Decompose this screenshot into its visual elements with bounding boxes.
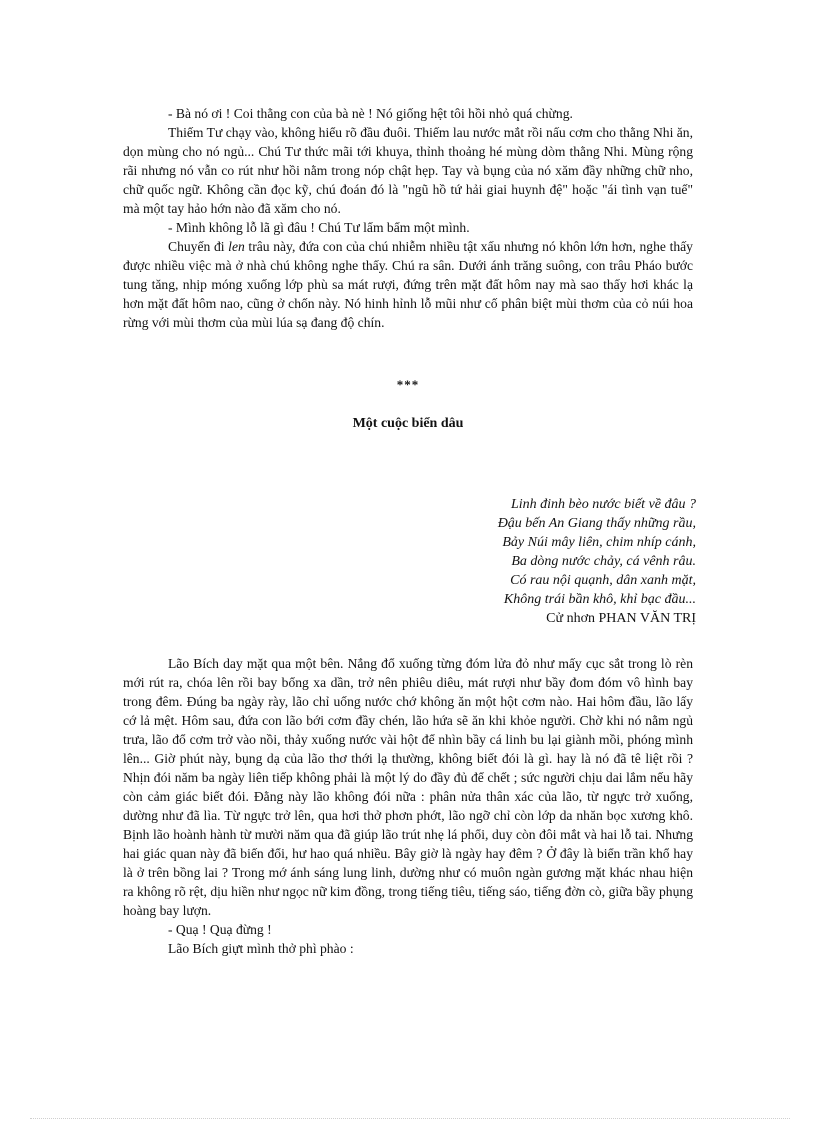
section-separator: *** [396,377,420,392]
page-bottom-rule [30,1118,790,1119]
poem-line: Linh đinh bèo nước biết về đâu ? [510,497,696,512]
paragraph: - Mình không lỗ lã gì đâu ! Chú Tư lẩm bẩm một mình. [168,220,470,235]
epigraph-poem [498,495,696,628]
section1-text [123,104,693,332]
text-run: Chuyến đi [168,239,229,254]
paragraph: Lão Bích day mặt qua một bên. Nắng đổ xuống từng đóm lửa đỏ như mấy cục sắt trong lò rèn mới rút ra, chóa lên rồi bay bổng xa dần, trở nên phiêu diêu, mát rượi như bầy đom đóm vô hình bay trong đêm. Đúng ba ngày rày, lão chỉ uống nước chớ không ăn một hột cơm nào. Hai hôm đầu, lão lấy cớ lả mệt. Hôm sau, đứa con lão bới cơm đầy chén, lão hứa sẽ ăn khi khỏe người. Chờ khi nó nằm ngủ trưa, lão đổ cơm trở vào nồi, thảy xuống nước vài hột để nhìn bầy cá linh bu lại giành mồi, phóng mình lên... Giờ phút này, bụng dạ của lão thơ thới lạ thường, không biết đói là gì. hay là nó đã tê liệt rồi ? Nhịn đói năm ba ngày liên tiếp không phải là một lý do đầy đủ để chết ; sức người chịu dai lắm nếu hãy còn cảm giác biết đói. Đằng này lão không đói nữa : phân nửa thân xác của lão, từ ngực trở xuống, dường như đã lìa. Từ ngực trở lên, qua hơi thở phơn phớt, lão ngỡ chỉ còn lớp da nhăn bọc xương khô. Bịnh lão hoành hành từ mười năm qua đã giúp lão trút nhẹ lá phổi, duy còn đôi mắt và hai lỗ tai. Nhưng hai giác quan này đã biến đổi, hư hao quá nhiều. Bây giờ là ngày hay đêm ? Ở đây là biển trần khổ hay là ở trên bồng lai ? Trong mớ ánh sáng lung linh, dường như có muôn ngàn gương mặt khác nhau hiện ra không rõ rệt, dịu hiền như ngọc nữ kim đồng, trong tiếng tiêu, tiếng sáo, tiếng đờn cò, giữa bầy phụng hoàng bay lượn. [123,656,693,918]
text-run: trâu này, đứa con của chú nhiễm nhiều tật xấu nhưng nó khôn lớn hơn, nghe thấy được nhiều việc mà ở nhà chú không nghe thấy. Chú ra sân. Dưới ánh trăng suông, con trâu Pháo bước tung tăng, nhịp móng xuống lớp phù sa mát rượi, đứng trên mặt đất hôm nay mà sao thấy hơi khác lạ hơn mặt đất hôm nao, cũng ở chốn này. Nó hinh hỉnh lỗ mũi như cố phân biệt mùi thơm của cỏ núi hoa rừng với mùi thơm của mùi lúa sạ đang độ chín. [123,239,693,330]
paragraph [123,237,693,332]
poem-line: Có rau nội quạnh, dân xanh mặt, [510,573,696,588]
paragraph: Thiếm Tư chạy vào, không hiểu rõ đầu đuôi. Thiếm lau nước mắt rồi nấu cơm cho thằng Nhi ăn, dọn mùng cho nó ngủ... Chú Tư thức mãi tới khuya, thỉnh thoảng hé mùng dòm thằng Nhi. Mùng rộng rãi nhưng nó vẫn co rút như hồi nằm trong nóp chật hẹp. Tay và bụng của nó xăm đầy những chữ nho, chữ quốc ngữ. Không cần đọc kỹ, chú đoán đó là "ngũ hồ tứ hải giai huynh đệ" hoặc "ái tình vạn tuế" mà một tay hảo hớn nào đã xăm cho nó. [123,125,693,216]
poem-line: Không trái bần khô, khỉ bạc đầu... [503,592,696,607]
paragraph: - Quạ ! Quạ đừng ! [168,922,272,937]
poem-line: Đậu bến An Giang thấy những rầu, [497,516,696,531]
section2-text [123,654,693,958]
paragraph: - Bà nó ơi ! Coi thằng con của bà nè ! Nó giống hệt tôi hồi nhỏ quá chừng. [168,106,573,121]
chapter-title: Một cuộc biển dâu [352,416,464,431]
paragraph: Lão Bích giựt mình thở phì phào : [168,941,354,956]
poem-author: Cử nhơn PHAN VĂN TRỊ [546,611,696,626]
poem-line: Ba dòng nước chảy, cá vênh râu. [511,554,696,569]
italic-word: len [228,239,245,254]
poem-line: Bảy Núi mây liên, chim nhíp cánh, [502,535,696,550]
